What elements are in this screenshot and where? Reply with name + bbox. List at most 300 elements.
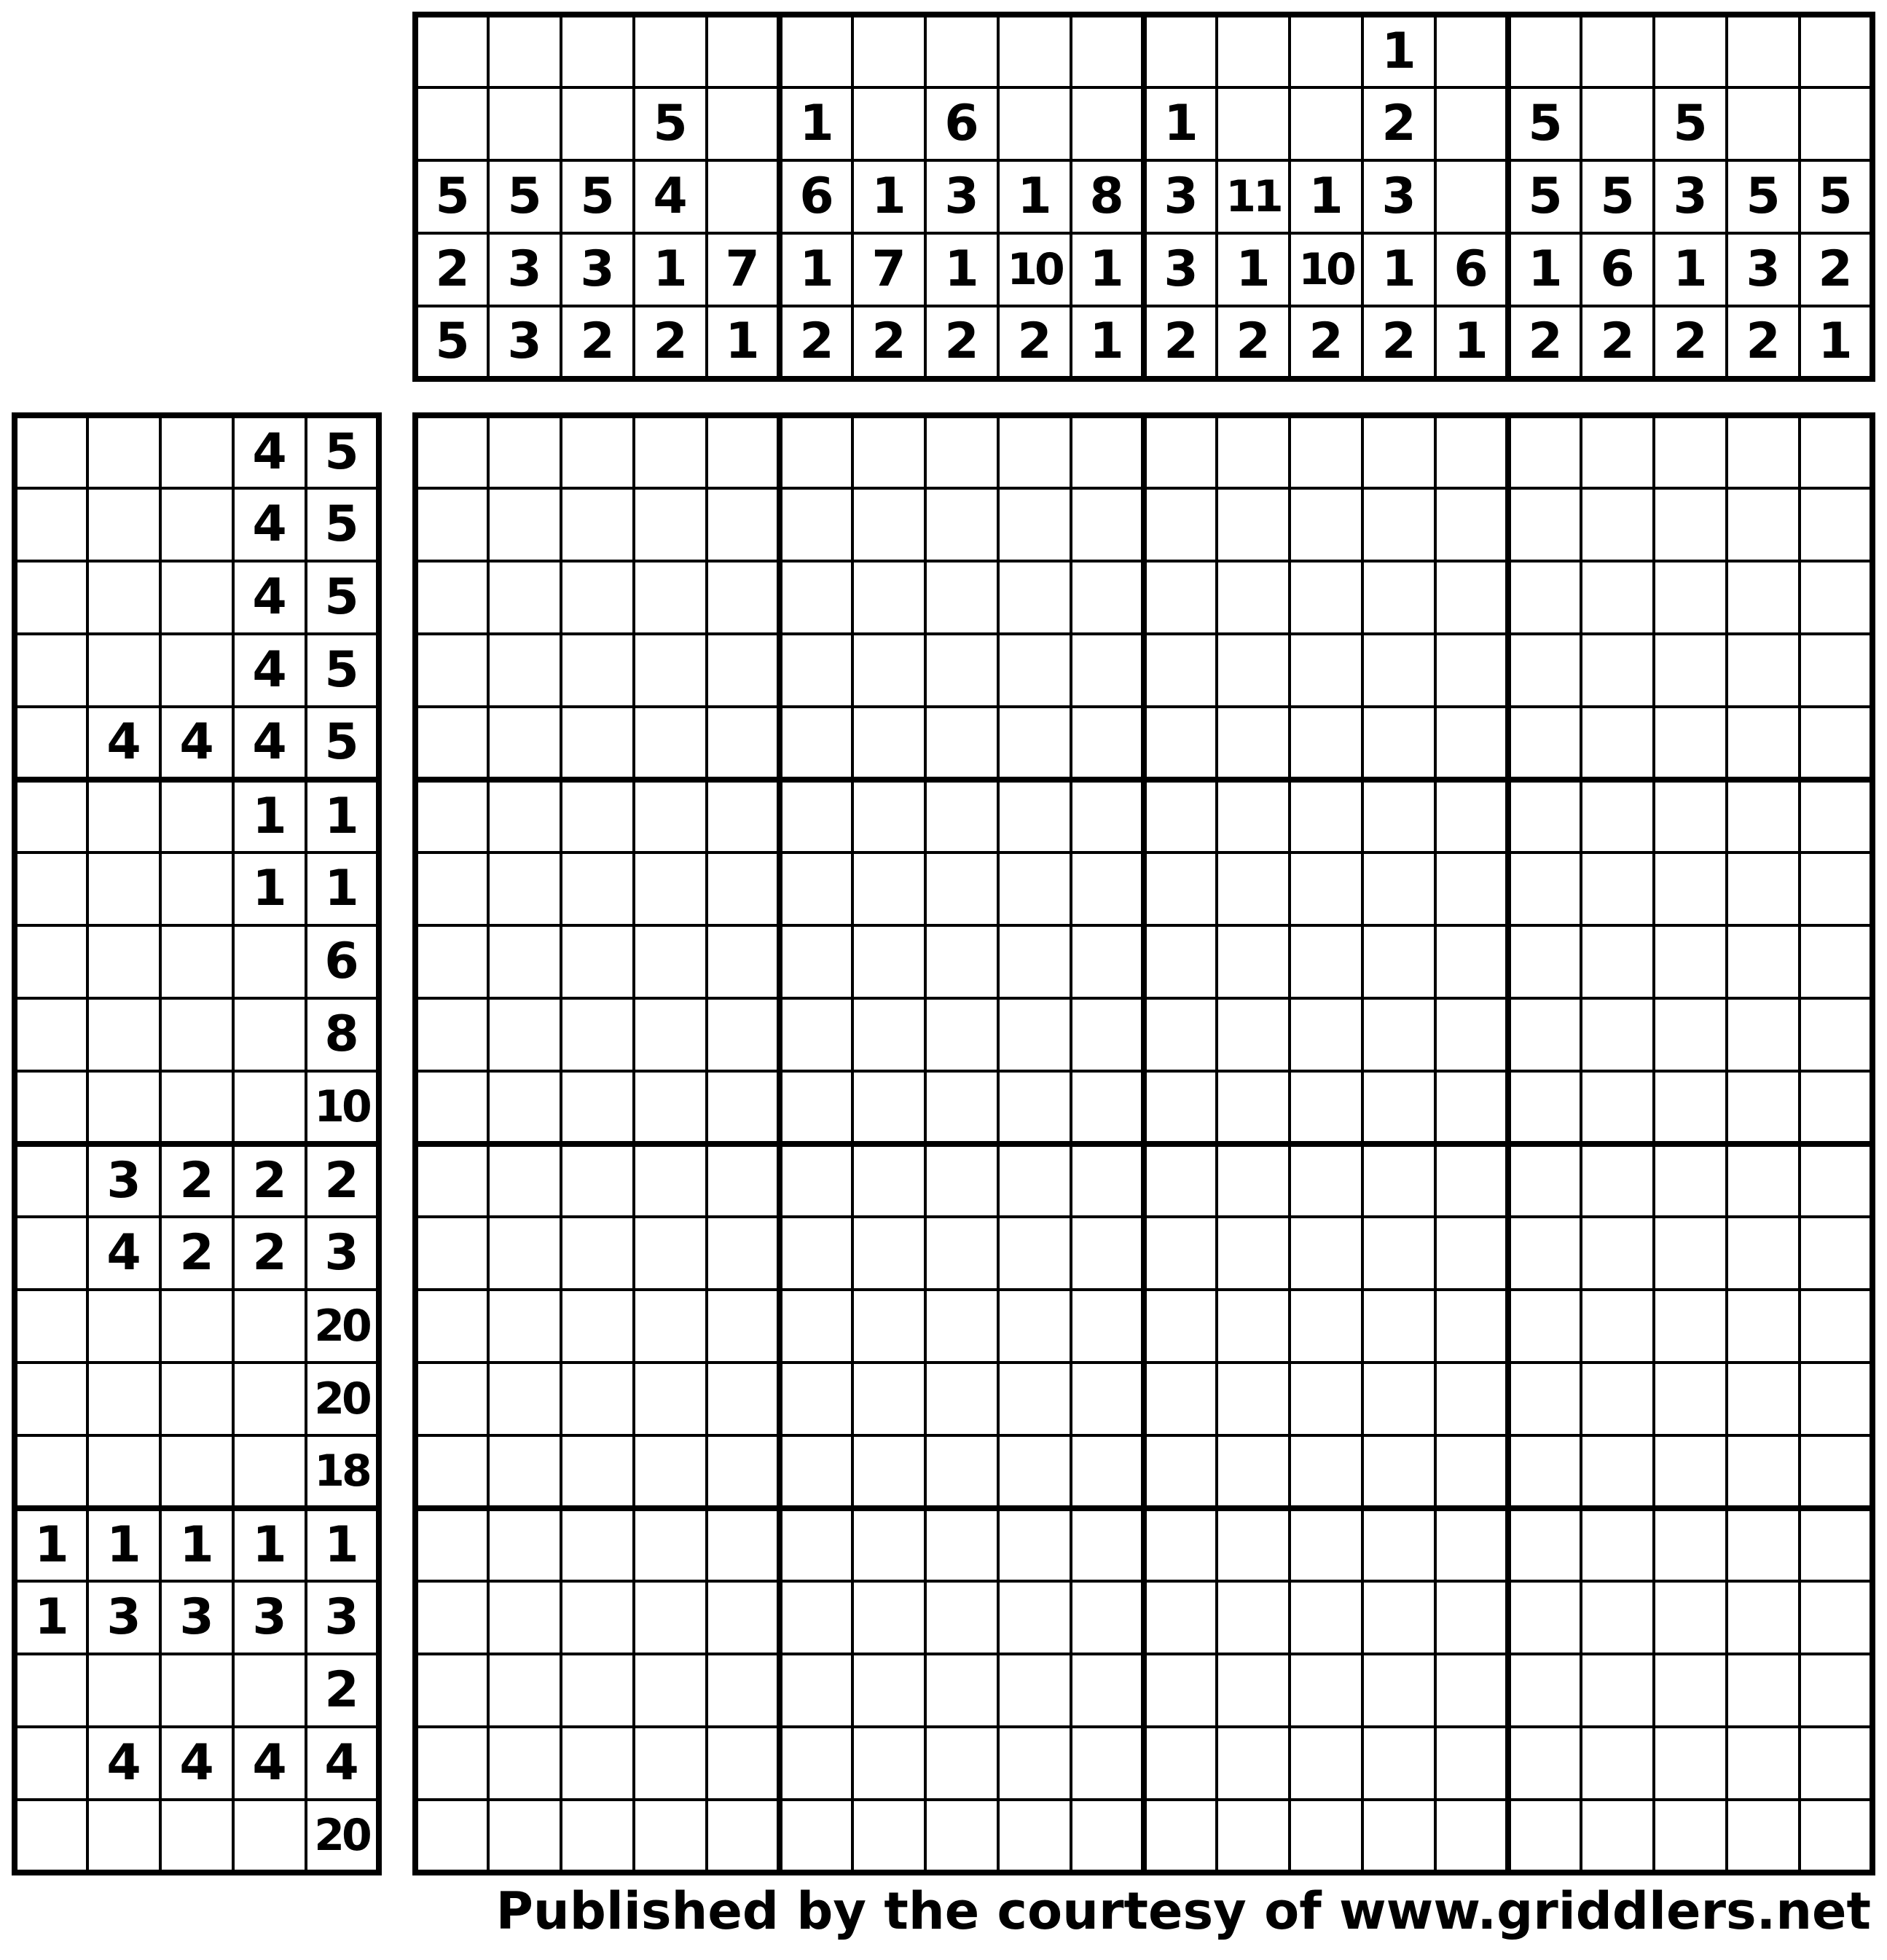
- grid-cell[interactable]: [1217, 415, 1290, 488]
- grid-cell[interactable]: [415, 634, 488, 707]
- grid-cell[interactable]: [780, 1654, 852, 1727]
- grid-cell[interactable]: [925, 1654, 998, 1727]
- grid-cell[interactable]: [925, 852, 998, 925]
- grid-cell[interactable]: [1727, 1217, 1800, 1290]
- grid-cell[interactable]: [1581, 998, 1654, 1071]
- grid-cell[interactable]: [1654, 1144, 1727, 1217]
- grid-cell[interactable]: [488, 707, 561, 780]
- grid-cell[interactable]: [1800, 1144, 1872, 1217]
- grid-cell[interactable]: [561, 925, 634, 998]
- grid-cell[interactable]: [1435, 1581, 1508, 1654]
- grid-cell[interactable]: [707, 1144, 780, 1217]
- grid-cell[interactable]: [998, 1727, 1071, 1800]
- grid-cell[interactable]: [925, 1363, 998, 1435]
- grid-cell[interactable]: [1217, 1654, 1290, 1727]
- grid-cell[interactable]: [852, 1071, 925, 1144]
- grid-cell[interactable]: [561, 1435, 634, 1508]
- grid-cell[interactable]: [1217, 707, 1290, 780]
- grid-cell[interactable]: [1217, 488, 1290, 561]
- grid-cell[interactable]: [1654, 1363, 1727, 1435]
- grid-cell[interactable]: [488, 852, 561, 925]
- grid-cell[interactable]: [1290, 1290, 1362, 1363]
- grid-cell[interactable]: [1362, 1217, 1435, 1290]
- grid-cell[interactable]: [561, 1800, 634, 1873]
- grid-cell[interactable]: [780, 707, 852, 780]
- grid-cell[interactable]: [925, 1144, 998, 1217]
- grid-cell[interactable]: [1362, 925, 1435, 998]
- grid-cell[interactable]: [998, 1508, 1071, 1581]
- grid-cell[interactable]: [998, 634, 1071, 707]
- grid-cell[interactable]: [852, 1654, 925, 1727]
- grid-cell[interactable]: [998, 1800, 1071, 1873]
- grid-cell[interactable]: [852, 1144, 925, 1217]
- grid-cell[interactable]: [634, 707, 707, 780]
- grid-cell[interactable]: [561, 1144, 634, 1217]
- grid-cell[interactable]: [634, 998, 707, 1071]
- grid-cell[interactable]: [415, 1508, 488, 1581]
- grid-cell[interactable]: [852, 415, 925, 488]
- grid-cell[interactable]: [998, 488, 1071, 561]
- grid-cell[interactable]: [998, 1290, 1071, 1363]
- grid-cell[interactable]: [1800, 634, 1872, 707]
- grid-cell[interactable]: [1362, 707, 1435, 780]
- grid-cell[interactable]: [1727, 1508, 1800, 1581]
- grid-cell[interactable]: [1581, 852, 1654, 925]
- grid-cell[interactable]: [1727, 998, 1800, 1071]
- grid-cell[interactable]: [1217, 1290, 1290, 1363]
- grid-cell[interactable]: [998, 998, 1071, 1071]
- grid-cell[interactable]: [1435, 1654, 1508, 1727]
- grid-cell[interactable]: [1071, 1435, 1144, 1508]
- grid-cell[interactable]: [852, 1508, 925, 1581]
- grid-cell[interactable]: [780, 1071, 852, 1144]
- grid-cell[interactable]: [1071, 634, 1144, 707]
- grid-cell[interactable]: [1508, 1071, 1581, 1144]
- grid-cell[interactable]: [488, 1727, 561, 1800]
- grid-cell[interactable]: [1071, 1217, 1144, 1290]
- grid-cell[interactable]: [561, 1581, 634, 1654]
- grid-cell[interactable]: [1071, 1290, 1144, 1363]
- grid-cell[interactable]: [1435, 998, 1508, 1071]
- grid-cell[interactable]: [998, 925, 1071, 998]
- grid-cell[interactable]: [488, 1290, 561, 1363]
- grid-cell[interactable]: [1144, 1727, 1217, 1800]
- grid-cell[interactable]: [1362, 1727, 1435, 1800]
- grid-cell[interactable]: [1435, 1727, 1508, 1800]
- grid-cell[interactable]: [1435, 1290, 1508, 1363]
- grid-cell[interactable]: [634, 925, 707, 998]
- grid-cell[interactable]: [1362, 998, 1435, 1071]
- grid-cell[interactable]: [852, 488, 925, 561]
- grid-cell[interactable]: [1290, 1581, 1362, 1654]
- grid-cell[interactable]: [780, 1363, 852, 1435]
- grid-cell[interactable]: [1217, 634, 1290, 707]
- grid-cell[interactable]: [1727, 852, 1800, 925]
- grid-cell[interactable]: [1654, 707, 1727, 780]
- grid-cell[interactable]: [488, 561, 561, 634]
- grid-cell[interactable]: [925, 561, 998, 634]
- grid-cell[interactable]: [998, 1071, 1071, 1144]
- grid-cell[interactable]: [1654, 925, 1727, 998]
- grid-cell[interactable]: [415, 1800, 488, 1873]
- grid-cell[interactable]: [634, 1800, 707, 1873]
- grid-cell[interactable]: [1581, 1800, 1654, 1873]
- grid-cell[interactable]: [1654, 488, 1727, 561]
- grid-cell[interactable]: [1654, 1727, 1727, 1800]
- grid-cell[interactable]: [634, 415, 707, 488]
- grid-cell[interactable]: [1290, 561, 1362, 634]
- grid-cell[interactable]: [488, 1800, 561, 1873]
- grid-cell[interactable]: [634, 1217, 707, 1290]
- grid-cell[interactable]: [925, 1508, 998, 1581]
- grid-cell[interactable]: [1071, 707, 1144, 780]
- grid-cell[interactable]: [707, 1654, 780, 1727]
- grid-cell[interactable]: [1508, 1363, 1581, 1435]
- grid-cell[interactable]: [1800, 925, 1872, 998]
- grid-cell[interactable]: [780, 925, 852, 998]
- grid-cell[interactable]: [1144, 634, 1217, 707]
- grid-cell[interactable]: [1071, 1581, 1144, 1654]
- grid-cell[interactable]: [1144, 1363, 1217, 1435]
- grid-cell[interactable]: [1581, 1508, 1654, 1581]
- grid-cell[interactable]: [488, 1435, 561, 1508]
- grid-cell[interactable]: [925, 925, 998, 998]
- grid-cell[interactable]: [1362, 852, 1435, 925]
- grid-cell[interactable]: [1508, 780, 1581, 852]
- grid-cell[interactable]: [780, 780, 852, 852]
- grid-cell[interactable]: [780, 852, 852, 925]
- grid-cell[interactable]: [1144, 1071, 1217, 1144]
- grid-cell[interactable]: [1144, 1800, 1217, 1873]
- grid-cell[interactable]: [561, 1727, 634, 1800]
- grid-cell[interactable]: [925, 780, 998, 852]
- grid-cell[interactable]: [1435, 852, 1508, 925]
- grid-cell[interactable]: [634, 634, 707, 707]
- grid-cell[interactable]: [1435, 415, 1508, 488]
- grid-cell[interactable]: [1800, 1581, 1872, 1654]
- grid-cell[interactable]: [1217, 1217, 1290, 1290]
- grid-cell[interactable]: [707, 852, 780, 925]
- grid-cell[interactable]: [1290, 415, 1362, 488]
- grid-cell[interactable]: [1508, 1290, 1581, 1363]
- grid-cell[interactable]: [707, 925, 780, 998]
- grid-cell[interactable]: [1654, 998, 1727, 1071]
- grid-cell[interactable]: [1435, 780, 1508, 852]
- grid-cell[interactable]: [852, 925, 925, 998]
- grid-cell[interactable]: [1071, 1508, 1144, 1581]
- grid-cell[interactable]: [488, 1144, 561, 1217]
- grid-cell[interactable]: [780, 1217, 852, 1290]
- grid-cell[interactable]: [780, 1727, 852, 1800]
- grid-cell[interactable]: [634, 852, 707, 925]
- grid-cell[interactable]: [415, 1071, 488, 1144]
- grid-cell[interactable]: [925, 1071, 998, 1144]
- grid-cell[interactable]: [1290, 488, 1362, 561]
- grid-cell[interactable]: [1071, 1727, 1144, 1800]
- grid-cell[interactable]: [1071, 488, 1144, 561]
- grid-cell[interactable]: [707, 1508, 780, 1581]
- grid-cell[interactable]: [488, 925, 561, 998]
- grid-cell[interactable]: [634, 1071, 707, 1144]
- grid-cell[interactable]: [1362, 780, 1435, 852]
- grid-cell[interactable]: [561, 1508, 634, 1581]
- grid-cell[interactable]: [1290, 1508, 1362, 1581]
- grid-cell[interactable]: [561, 488, 634, 561]
- grid-cell[interactable]: [1217, 1727, 1290, 1800]
- grid-cell[interactable]: [1290, 1071, 1362, 1144]
- grid-cell[interactable]: [1290, 1435, 1362, 1508]
- grid-cell[interactable]: [1435, 488, 1508, 561]
- grid-cell[interactable]: [1581, 1363, 1654, 1435]
- grid-cell[interactable]: [852, 634, 925, 707]
- grid-cell[interactable]: [1727, 780, 1800, 852]
- grid-cell[interactable]: [1508, 1800, 1581, 1873]
- grid-cell[interactable]: [1581, 561, 1654, 634]
- grid-cell[interactable]: [1800, 1727, 1872, 1800]
- grid-cell[interactable]: [852, 1727, 925, 1800]
- grid-cell[interactable]: [1144, 561, 1217, 634]
- grid-cell[interactable]: [998, 1363, 1071, 1435]
- grid-cell[interactable]: [780, 1144, 852, 1217]
- grid-cell[interactable]: [1654, 1581, 1727, 1654]
- grid-cell[interactable]: [561, 852, 634, 925]
- grid-cell[interactable]: [1800, 415, 1872, 488]
- grid-cell[interactable]: [1217, 1581, 1290, 1654]
- grid-cell[interactable]: [561, 634, 634, 707]
- grid-cell[interactable]: [488, 634, 561, 707]
- grid-cell[interactable]: [1508, 1217, 1581, 1290]
- grid-cell[interactable]: [1727, 1290, 1800, 1363]
- grid-cell[interactable]: [634, 561, 707, 634]
- grid-cell[interactable]: [925, 488, 998, 561]
- grid-cell[interactable]: [998, 561, 1071, 634]
- grid-cell[interactable]: [634, 1508, 707, 1581]
- grid-cell[interactable]: [998, 707, 1071, 780]
- grid-cell[interactable]: [707, 1217, 780, 1290]
- grid-cell[interactable]: [1071, 1071, 1144, 1144]
- grid-cell[interactable]: [998, 1654, 1071, 1727]
- grid-cell[interactable]: [1727, 1363, 1800, 1435]
- grid-cell[interactable]: [1217, 1071, 1290, 1144]
- grid-cell[interactable]: [707, 707, 780, 780]
- grid-cell[interactable]: [1144, 1144, 1217, 1217]
- grid-cell[interactable]: [1362, 1290, 1435, 1363]
- grid-cell[interactable]: [1800, 780, 1872, 852]
- grid-cell[interactable]: [488, 1363, 561, 1435]
- grid-cell[interactable]: [1435, 1363, 1508, 1435]
- grid-cell[interactable]: [1290, 925, 1362, 998]
- grid-cell[interactable]: [1144, 1290, 1217, 1363]
- grid-cell[interactable]: [1144, 415, 1217, 488]
- grid-cell[interactable]: [1581, 1654, 1654, 1727]
- grid-cell[interactable]: [1362, 561, 1435, 634]
- grid-cell[interactable]: [925, 1290, 998, 1363]
- grid-cell[interactable]: [1581, 1071, 1654, 1144]
- grid-cell[interactable]: [1217, 1800, 1290, 1873]
- grid-cell[interactable]: [707, 634, 780, 707]
- grid-cell[interactable]: [1144, 925, 1217, 998]
- grid-cell[interactable]: [1362, 1363, 1435, 1435]
- grid-cell[interactable]: [1800, 488, 1872, 561]
- grid-cell[interactable]: [1508, 415, 1581, 488]
- grid-cell[interactable]: [1654, 1800, 1727, 1873]
- grid-cell[interactable]: [1800, 1071, 1872, 1144]
- grid-cell[interactable]: [925, 998, 998, 1071]
- grid-cell[interactable]: [1290, 634, 1362, 707]
- grid-cell[interactable]: [561, 1654, 634, 1727]
- grid-cell[interactable]: [1290, 1363, 1362, 1435]
- grid-cell[interactable]: [1217, 1363, 1290, 1435]
- grid-cell[interactable]: [852, 1217, 925, 1290]
- grid-cell[interactable]: [1508, 488, 1581, 561]
- grid-cell[interactable]: [1727, 634, 1800, 707]
- grid-cell[interactable]: [1654, 1508, 1727, 1581]
- grid-cell[interactable]: [1144, 707, 1217, 780]
- grid-cell[interactable]: [1071, 415, 1144, 488]
- grid-cell[interactable]: [488, 415, 561, 488]
- grid-cell[interactable]: [1217, 1508, 1290, 1581]
- grid-cell[interactable]: [780, 488, 852, 561]
- grid-cell[interactable]: [1800, 1217, 1872, 1290]
- grid-cell[interactable]: [780, 561, 852, 634]
- grid-cell[interactable]: [707, 1581, 780, 1654]
- grid-cell[interactable]: [1144, 1581, 1217, 1654]
- grid-cell[interactable]: [1581, 925, 1654, 998]
- grid-cell[interactable]: [1654, 1290, 1727, 1363]
- grid-cell[interactable]: [1727, 1071, 1800, 1144]
- grid-cell[interactable]: [1508, 707, 1581, 780]
- grid-cell[interactable]: [1217, 852, 1290, 925]
- grid-cell[interactable]: [1071, 925, 1144, 998]
- grid-cell[interactable]: [780, 1508, 852, 1581]
- grid-cell[interactable]: [488, 1508, 561, 1581]
- grid-cell[interactable]: [1727, 1727, 1800, 1800]
- grid-cell[interactable]: [634, 1654, 707, 1727]
- grid-cell[interactable]: [415, 1435, 488, 1508]
- grid-cell[interactable]: [780, 634, 852, 707]
- grid-cell[interactable]: [1800, 1363, 1872, 1435]
- grid-cell[interactable]: [925, 1581, 998, 1654]
- grid-cell[interactable]: [1727, 561, 1800, 634]
- grid-cell[interactable]: [1362, 1435, 1435, 1508]
- grid-cell[interactable]: [1800, 1800, 1872, 1873]
- grid-cell[interactable]: [1727, 1144, 1800, 1217]
- grid-cell[interactable]: [707, 1290, 780, 1363]
- grid-cell[interactable]: [925, 1435, 998, 1508]
- grid-cell[interactable]: [561, 998, 634, 1071]
- grid-cell[interactable]: [1727, 925, 1800, 998]
- grid-cell[interactable]: [1581, 1435, 1654, 1508]
- grid-cell[interactable]: [561, 1217, 634, 1290]
- grid-cell[interactable]: [634, 1363, 707, 1435]
- grid-cell[interactable]: [1362, 1508, 1435, 1581]
- grid-cell[interactable]: [852, 998, 925, 1071]
- grid-cell[interactable]: [415, 1727, 488, 1800]
- grid-cell[interactable]: [1071, 561, 1144, 634]
- grid-cell[interactable]: [1800, 998, 1872, 1071]
- grid-cell[interactable]: [1508, 1144, 1581, 1217]
- grid-cell[interactable]: [1800, 1435, 1872, 1508]
- grid-cell[interactable]: [852, 1435, 925, 1508]
- grid-cell[interactable]: [634, 488, 707, 561]
- grid-cell[interactable]: [1508, 1727, 1581, 1800]
- grid-cell[interactable]: [1581, 707, 1654, 780]
- grid-cell[interactable]: [998, 1581, 1071, 1654]
- grid-cell[interactable]: [634, 1144, 707, 1217]
- grid-cell[interactable]: [1217, 780, 1290, 852]
- grid-cell[interactable]: [1581, 1144, 1654, 1217]
- grid-cell[interactable]: [707, 1435, 780, 1508]
- grid-cell[interactable]: [780, 1800, 852, 1873]
- grid-cell[interactable]: [488, 1581, 561, 1654]
- grid-cell[interactable]: [1144, 998, 1217, 1071]
- grid-cell[interactable]: [1654, 634, 1727, 707]
- grid-cell[interactable]: [852, 1581, 925, 1654]
- grid-cell[interactable]: [415, 1217, 488, 1290]
- grid-cell[interactable]: [1800, 1290, 1872, 1363]
- grid-cell[interactable]: [415, 1654, 488, 1727]
- grid-cell[interactable]: [1727, 707, 1800, 780]
- grid-cell[interactable]: [1508, 561, 1581, 634]
- grid-cell[interactable]: [1071, 1654, 1144, 1727]
- grid-cell[interactable]: [925, 1217, 998, 1290]
- grid-cell[interactable]: [415, 780, 488, 852]
- grid-cell[interactable]: [1290, 707, 1362, 780]
- grid-cell[interactable]: [634, 1435, 707, 1508]
- grid-cell[interactable]: [1727, 415, 1800, 488]
- grid-cell[interactable]: [415, 707, 488, 780]
- grid-cell[interactable]: [488, 1654, 561, 1727]
- grid-cell[interactable]: [1435, 1800, 1508, 1873]
- grid-cell[interactable]: [1654, 1654, 1727, 1727]
- grid-cell[interactable]: [1435, 634, 1508, 707]
- grid-cell[interactable]: [1654, 1071, 1727, 1144]
- grid-cell[interactable]: [1290, 780, 1362, 852]
- grid-cell[interactable]: [1071, 780, 1144, 852]
- grid-cell[interactable]: [1290, 1144, 1362, 1217]
- grid-cell[interactable]: [1144, 1508, 1217, 1581]
- grid-cell[interactable]: [1435, 1217, 1508, 1290]
- grid-cell[interactable]: [1217, 1435, 1290, 1508]
- grid-cell[interactable]: [1071, 1363, 1144, 1435]
- grid-cell[interactable]: [1144, 852, 1217, 925]
- grid-cell[interactable]: [415, 415, 488, 488]
- grid-cell[interactable]: [998, 1144, 1071, 1217]
- grid-cell[interactable]: [852, 1363, 925, 1435]
- grid-cell[interactable]: [707, 1800, 780, 1873]
- grid-cell[interactable]: [1508, 852, 1581, 925]
- grid-cell[interactable]: [1435, 561, 1508, 634]
- grid-cell[interactable]: [780, 1290, 852, 1363]
- grid-cell[interactable]: [1800, 1508, 1872, 1581]
- grid-cell[interactable]: [488, 1071, 561, 1144]
- grid-cell[interactable]: [561, 415, 634, 488]
- grid-cell[interactable]: [925, 707, 998, 780]
- grid-cell[interactable]: [1217, 925, 1290, 998]
- grid-cell[interactable]: [707, 998, 780, 1071]
- grid-cell[interactable]: [1508, 634, 1581, 707]
- grid-cell[interactable]: [415, 1290, 488, 1363]
- grid-cell[interactable]: [707, 415, 780, 488]
- grid-cell[interactable]: [1217, 1144, 1290, 1217]
- grid-cell[interactable]: [561, 1363, 634, 1435]
- grid-cell[interactable]: [415, 1144, 488, 1217]
- grid-cell[interactable]: [1217, 998, 1290, 1071]
- grid-cell[interactable]: [1581, 1581, 1654, 1654]
- grid-cell[interactable]: [780, 1435, 852, 1508]
- grid-cell[interactable]: [1290, 998, 1362, 1071]
- grid-cell[interactable]: [415, 852, 488, 925]
